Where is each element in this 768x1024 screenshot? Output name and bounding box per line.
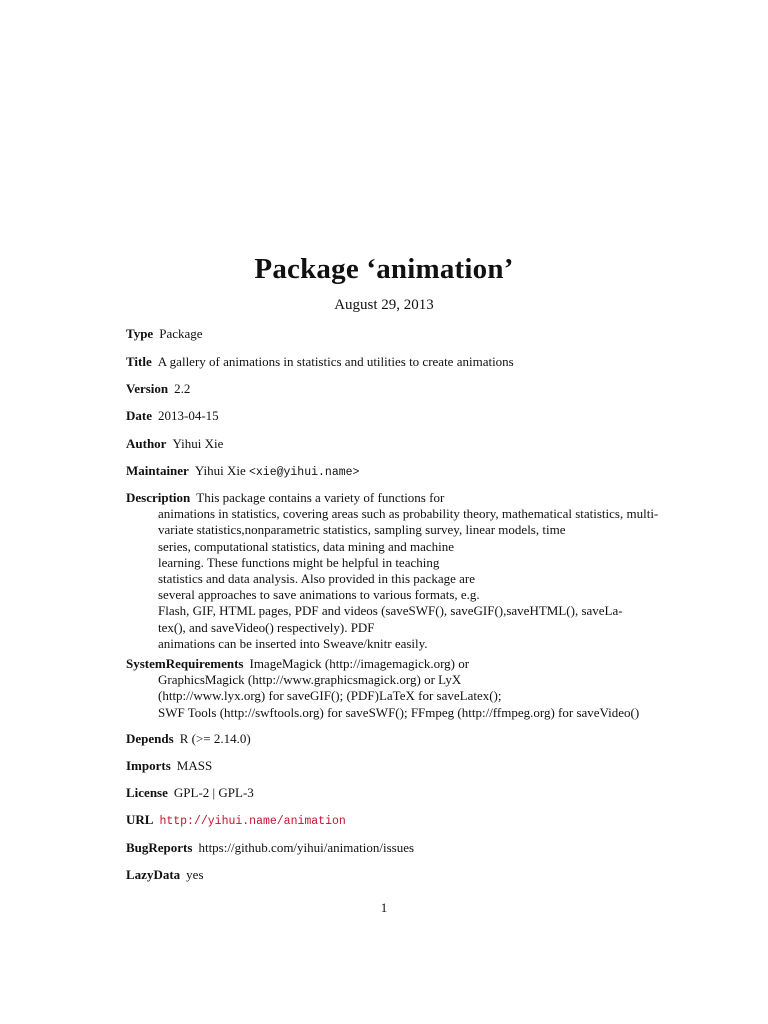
document-date: August 29, 2013 [334,297,434,313]
field-label: License [126,785,168,800]
field-label: Imports [126,758,171,773]
field-label: Depends [126,731,174,746]
field-label: Version [126,381,169,396]
field-type [126,326,686,342]
page-title: Package ‘animation’ [254,253,514,285]
field-url [126,812,686,830]
sysreq-first-line: ImageMagick (http://imagemagick.org) or [249,656,470,671]
field-author [126,436,686,452]
field-label: Title [126,354,152,369]
field-value: GPL-2 | GPL-3 [173,785,254,800]
field-version [126,381,686,397]
field-label: Description [126,490,191,505]
sysreq-line: (http://www.lyx.org) for saveGIF(); (PDF)LaTeX for saveLatex(); [158,688,502,704]
description-first-line: This package contains a variety of functions for [196,490,445,505]
field-depends [126,731,686,747]
field-license [126,785,686,801]
field-title [126,354,686,370]
field-label: URL [126,812,154,827]
field-value: yes [186,867,204,882]
field-label: BugReports [126,840,193,855]
field-value: 2013-04-15 [158,408,219,423]
description-line: animations can be inserted into Sweave/knitr easily. [158,635,428,651]
description-line: Flash, GIF, HTML pages, PDF and videos (saveSWF(), saveGIF(),saveHTML(), saveLa- [158,603,623,619]
field-system-requirements [126,656,686,721]
maintainer-name: Yihui Xie [194,463,246,478]
field-bugreports [126,840,686,856]
field-value: Yihui Xie [172,436,224,451]
field-label: Type [126,326,154,341]
page-number: 1 [380,900,388,915]
description-line: several approaches to save animations to various formats, e.g. [158,587,480,603]
field-value: R (>= 2.14.0) [179,731,251,746]
field-label: Date [126,408,152,423]
maintainer-email: <xie@yihui.name> [249,466,360,479]
description-line: tex(), and saveVideo() respectively). PDF [158,619,375,635]
description-line: series, computational statistics, data mining and machine [158,538,455,554]
description-line: animations in statistics, covering areas such as probability theory, mathematical statistics, multi- [158,506,659,522]
field-lazydata [126,867,686,883]
field-label: Author [126,436,167,451]
field-label: Maintainer [126,463,189,478]
field-value: A gallery of animations in statistics and utilities to create animations [157,354,514,369]
field-imports [126,758,686,774]
field-value: https://github.com/yihui/animation/issues [198,840,415,855]
sysreq-line: GraphicsMagick (http://www.graphicsmagick.org) or LyX [158,672,462,688]
field-value: MASS [176,758,213,773]
field-maintainer [126,463,686,481]
sysreq-line: SWF Tools (http://swftools.org) for saveSWF(); FFmpeg (http://ffmpeg.org) for saveVideo() [158,704,640,720]
field-date [126,408,686,424]
field-value: Package [159,326,203,341]
field-value: 2.2 [174,381,191,396]
description-line: statistics and data analysis. Also provided in this package are [158,571,475,587]
field-description [126,490,686,652]
description-line: variate statistics,nonparametric statistics, sampling survey, linear models, time [158,522,566,538]
field-label: SystemRequirements [126,656,244,671]
description-line: learning. These functions might be helpful in teaching [158,554,440,570]
field-label: LazyData [126,867,181,882]
url-link[interactable]: http://yihui.name/animation [159,815,346,828]
